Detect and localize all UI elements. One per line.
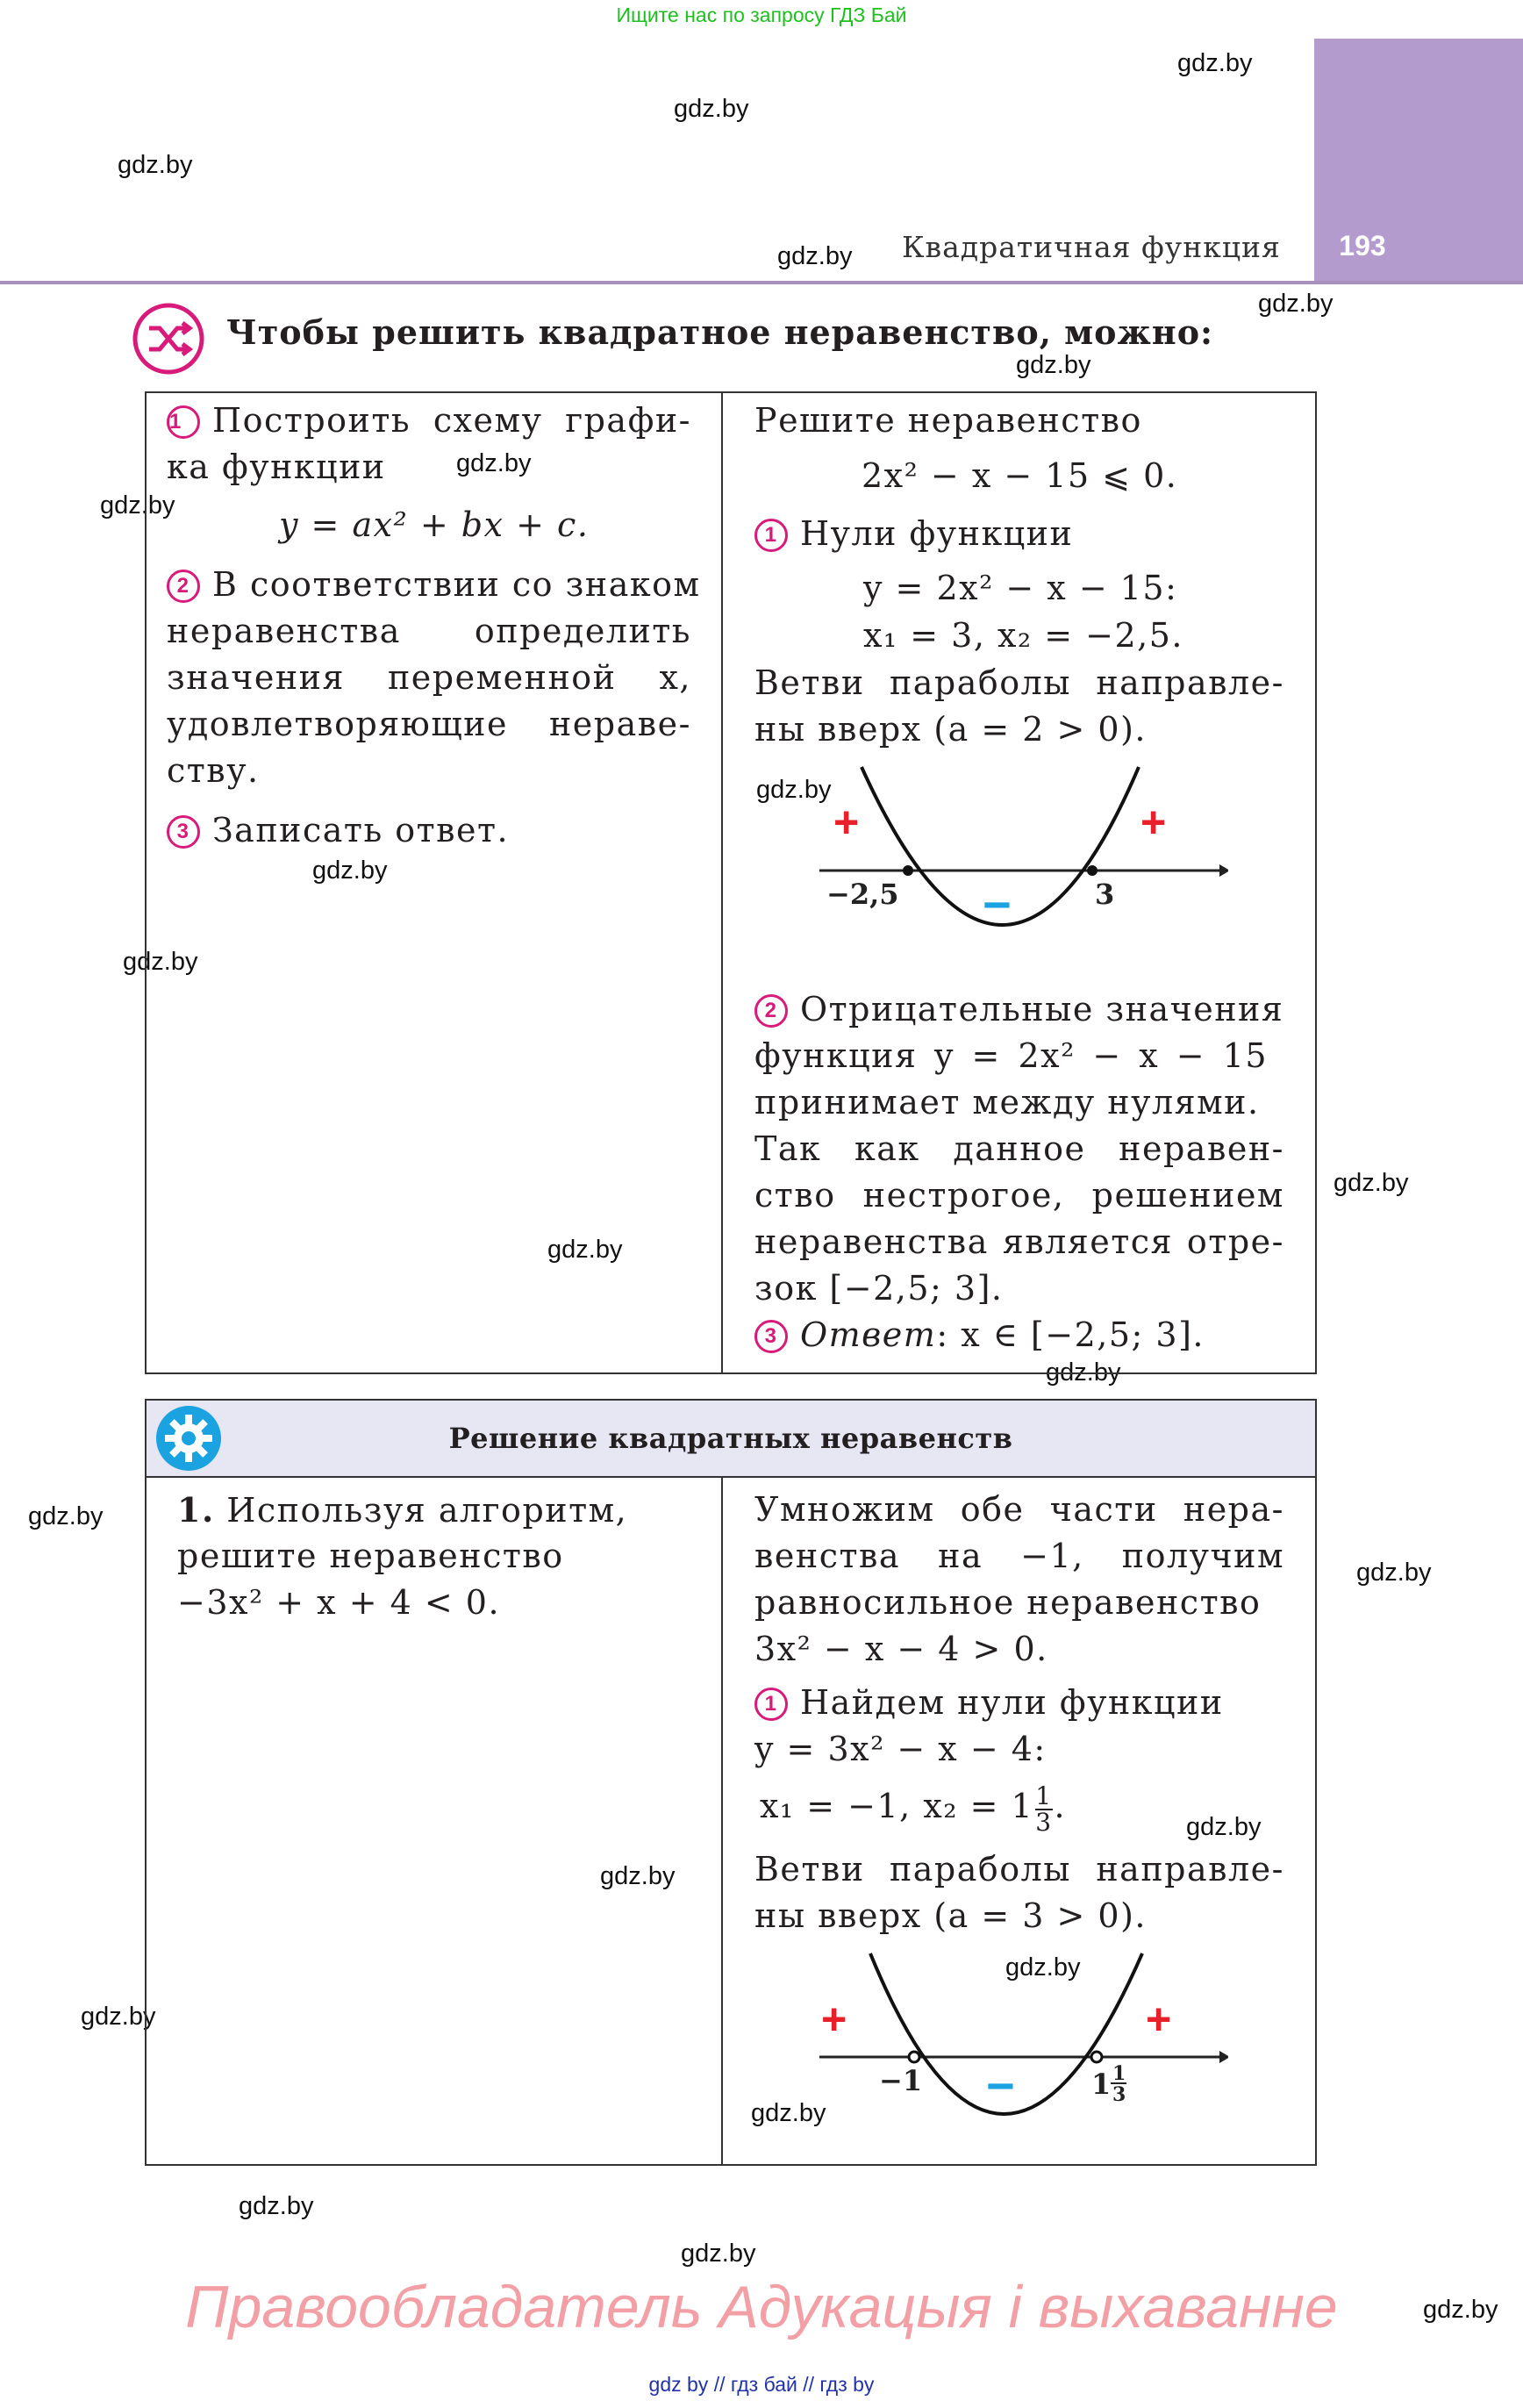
step-1-badge: 1 [167, 405, 200, 439]
fraction-denominator: 3 [1112, 2083, 1126, 2106]
watermark: gdz.by [1334, 1169, 1409, 1197]
watermark: gdz.by [312, 856, 388, 885]
example-step-2: Так как данное неравен- [754, 1129, 1284, 1168]
step-3-badge: 3 [754, 1320, 788, 1353]
root-label: 3 [1095, 878, 1115, 911]
page-number: 193 [1339, 230, 1386, 262]
watermark: gdz.by [777, 242, 853, 270]
plus-sign: + [1140, 798, 1167, 847]
solution-line: Умножим обе части нера- [754, 1490, 1284, 1529]
example-answer: 3 Ответ: x ∈ [−2,5; 3]. [754, 1312, 1205, 1358]
root-point [903, 865, 913, 876]
watermark: gdz.by [547, 1236, 623, 1264]
solution-branches: ны вверх (a = 3 > 0). [754, 1896, 1147, 1935]
parabola-graph [807, 758, 1228, 969]
watermark: gdz.by [681, 2240, 756, 2268]
step-3-badge: 3 [167, 815, 200, 849]
step-1-line: ка функции [167, 448, 386, 486]
example-intro: Решите неравенство [754, 401, 1142, 440]
root-label: −1 [879, 2064, 923, 2097]
fraction-denominator: 3 [1035, 1807, 1053, 1837]
example-branches: ны вверх (a = 2 > 0). [754, 710, 1147, 749]
watermark: gdz.by [100, 491, 175, 520]
watermark: gdz.by [456, 449, 532, 477]
root-point [1087, 865, 1098, 876]
solution-branches: Ветви параболы направле- [754, 1850, 1284, 1888]
example-step-2: неравенства является отре- [754, 1222, 1284, 1261]
step-2-line: удовлетворяющие нераве- [167, 705, 691, 743]
watermark: gdz.by [1005, 1953, 1081, 1982]
example-step-2: 2 Отрицательные значения [754, 986, 1283, 1033]
step-1-badge: 1 [754, 1688, 788, 1721]
algorithm-title: Чтобы решить квадратное неравенство, можно: [226, 312, 1214, 352]
step-2-badge: 2 [167, 570, 200, 603]
example-function: y = 2x² − x − 15: [863, 569, 1178, 607]
bottom-links[interactable]: gdz by // гдз бай // гдз by [648, 2373, 875, 2396]
watermark: gdz.by [600, 1862, 676, 1890]
section-title: Решение квадратных неравенств [448, 1422, 1013, 1455]
watermark: gdz.by [756, 776, 832, 804]
step-2-line: 2 В соответствии со знаком [167, 562, 701, 608]
solution-line: венства на −1, получим [754, 1537, 1284, 1575]
copyright-notice: Правообладатель Адукацыя і выхаванне [185, 2274, 1338, 2340]
example-step-2: ство нестрогое, решением [754, 1176, 1284, 1215]
example-branches: Ветви параболы направле- [754, 663, 1284, 702]
step-2-badge: 2 [754, 994, 788, 1028]
fraction-numerator: 1 [1112, 2062, 1126, 2085]
watermark: gdz.by [28, 1502, 104, 1530]
running-head: Квадратичная функция [902, 230, 1281, 264]
example-step-2: принимает между нулями. [754, 1083, 1260, 1122]
watermark: gdz.by [81, 2003, 156, 2031]
step-3-line: 3 Записать ответ. [167, 807, 509, 854]
solution-roots: x₁ = −1, x₂ = 1 $\frac{1}{3}$ . [760, 1781, 1067, 1837]
watermark: gdz.by [751, 2099, 826, 2127]
watermark: gdz.by [1016, 351, 1091, 379]
root-label: −2,5 [826, 878, 899, 911]
fraction-numerator: 1 [1035, 1781, 1053, 1810]
step-1-line: 1 Построить схему графи- [167, 398, 691, 444]
solution-line: 3x² − x − 4 > 0. [754, 1630, 1048, 1668]
example-inequality: 2x² − x − 15 ⩽ 0. [862, 456, 1178, 495]
top-search-banner[interactable]: Ищите нас по запросу ГДЗ Бай [616, 4, 907, 26]
plus-sign: + [833, 798, 860, 847]
watermark: gdz.by [1356, 1559, 1432, 1587]
example-step-1: 1 Нули функции [754, 511, 1073, 557]
task-line: решите неравенство [177, 1537, 564, 1575]
watermark: gdz.by [239, 2192, 314, 2220]
watermark: gdz.by [118, 151, 193, 179]
minus-sign: − [986, 2058, 1015, 2113]
header-rule [0, 281, 1523, 284]
root-point [1091, 2052, 1102, 2062]
solution-line: равносильное неравенство [754, 1583, 1262, 1622]
watermark: gdz.by [1046, 1358, 1121, 1387]
table-divider [721, 391, 723, 1374]
plus-sign: + [1146, 1995, 1172, 2044]
watermark: gdz.by [1186, 1813, 1262, 1841]
example-step-2: зок [−2,5; 3]. [754, 1269, 1004, 1308]
step-2-line: неравенства определить [167, 612, 691, 650]
watermark: gdz.by [1177, 49, 1253, 77]
step-2-line: значения переменной x, [167, 658, 691, 697]
example-roots: x₁ = 3, x₂ = −2,5. [863, 616, 1184, 655]
minus-sign: − [983, 877, 1012, 932]
x-axis-arrow [1219, 2051, 1228, 2063]
watermark: gdz.by [123, 948, 198, 976]
shuffle-icon [132, 302, 205, 376]
solution-function: y = 3x² − x − 4: [754, 1730, 1047, 1768]
solution-step-1: 1 Найдем нули функции [754, 1680, 1224, 1726]
parabola-graph [807, 1943, 1228, 2136]
root-point [909, 2052, 919, 2062]
plus-sign: + [821, 1995, 847, 2044]
watermark: gdz.by [1258, 290, 1334, 318]
table-divider [721, 1476, 723, 2166]
watermark: gdz.by [674, 95, 749, 123]
watermark: gdz.by [1423, 2296, 1498, 2324]
root-label: 1 [1091, 2068, 1112, 2101]
task-number: 1. [177, 1490, 215, 1530]
step-1-formula: y = ax² + bx + c. [279, 505, 590, 544]
step-1-badge: 1 [754, 519, 788, 552]
task-inequality: −3x² + x + 4 < 0. [177, 1583, 501, 1622]
x-axis-arrow [1219, 864, 1228, 877]
step-2-line: ству. [167, 751, 260, 790]
example-step-2: функция y = 2x² − x − 15 [754, 1036, 1269, 1075]
task-line: 1. Используя алгоритм, [177, 1490, 628, 1530]
